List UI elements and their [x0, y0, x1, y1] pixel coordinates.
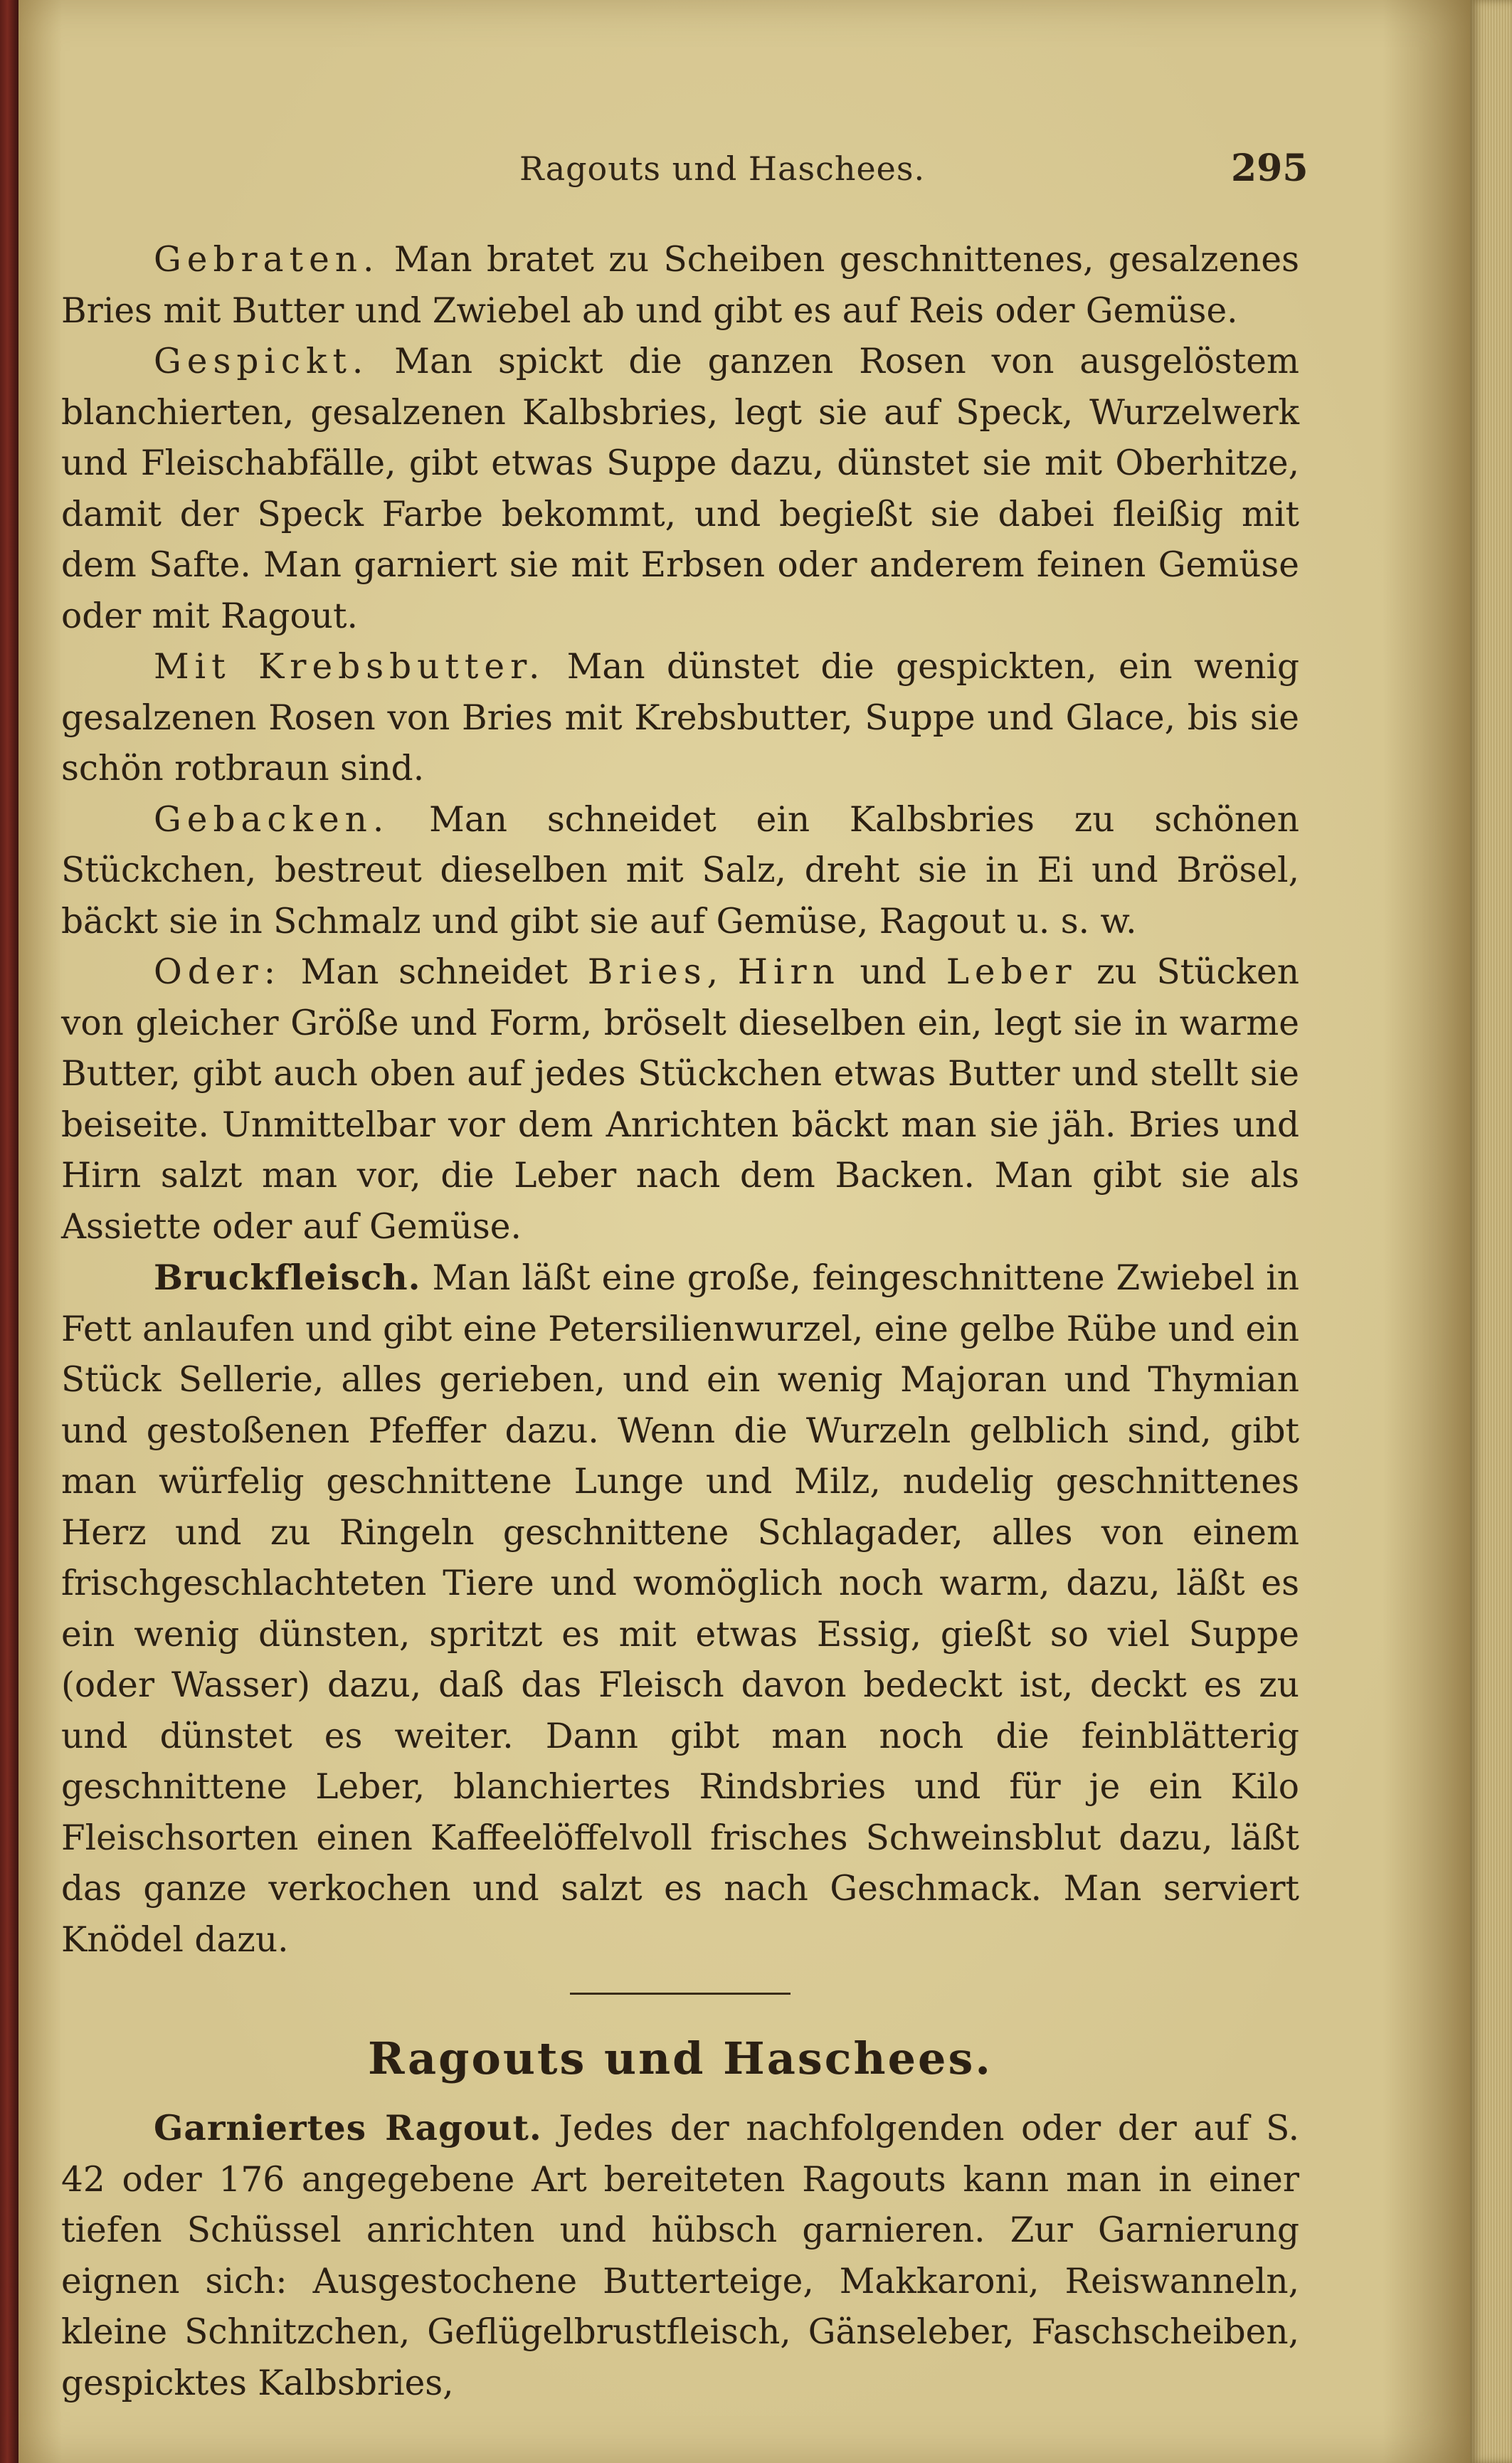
body-text	[61, 235, 1299, 2409]
paragraph-lead: Mit Krebsbutter.	[154, 647, 546, 687]
paragraph-lead: Gebraten.	[154, 240, 380, 280]
paragraph-gespickt	[61, 337, 1299, 642]
paragraph-krebsbutter	[61, 642, 1299, 795]
page-number: 295	[1231, 147, 1309, 190]
paragraph-text: Jedes der nachfolgenden oder der auf S. 42 oder 176 angegebene Art bereiteten Ragouts kann man in einer tiefen Schüssel anrichten und hübsch garnieren. Zur Garnierung eignen sich: Ausgestochene Butterteige, Makkaroni, Reiswanneln, kleine Schnitzchen, Geflügelbrustfleisch, Gänseleber, Faschscheiben, gespicktes Kalbsbries,	[61, 2109, 1299, 2403]
paragraph-oder	[61, 947, 1299, 1252]
paragraph-gebraten	[61, 235, 1299, 337]
paragraph-lead: Gebacken.	[154, 799, 390, 840]
paragraph-text: Man dünstet die gespickten, ein wenig gesalzenen Rosen von Bries mit Krebsbutter, Suppe und Glace, bis sie schön rotbraun sind.	[61, 647, 1299, 789]
section-divider	[570, 1993, 791, 1995]
paragraph-lead: Gespickt.	[154, 342, 369, 381]
paragraph-garniertes-ragout	[61, 2103, 1299, 2409]
term-hirn: Hirn	[737, 952, 840, 992]
paragraph-lead: Oder:	[154, 952, 282, 992]
paragraph-bruckfleisch	[61, 1252, 1299, 1966]
term-bries: Bries	[587, 952, 707, 992]
paragraph-text: Man schneidet	[281, 952, 588, 992]
recipe-title: Garniertes Ragout.	[154, 2108, 542, 2148]
section-heading: Ragouts und Haschees.	[368, 2032, 993, 2084]
book-binding	[0, 0, 18, 2463]
paragraph-text: Man spickt die ganzen Rosen von ausgelöstem blanchierten, gesalzenen Kalbsbries, legt sie auf Speck, Wurzelwerk und Fleischabfälle, gibt etwas Suppe dazu, dünstet sie mit Oberhitze, damit der Speck Farbe bekommt, und begießt sie dabei fleißig mit dem Safte. Man garniert sie mit Erbsen oder anderem feinen Gemüse oder mit Ragout.	[61, 342, 1299, 636]
term-leber: Leber	[946, 952, 1077, 992]
paragraph-text: ,	[707, 952, 738, 992]
recipe-title: Bruckfleisch.	[154, 1257, 421, 1298]
paragraph-gebacken	[61, 795, 1299, 948]
running-head: Ragouts und Haschees.	[519, 149, 926, 188]
page-edges	[1470, 0, 1512, 2463]
paragraph-text: Man schneidet ein Kalbsbries zu schönen Stückchen, bestreut dieselben mit Salz, dreht sie in Ei und Brösel, bäckt sie in Schmalz und gibt sie auf Gemüse, Ragout u. s. w.	[61, 799, 1299, 942]
paragraph-text: zu Stücken von gleicher Größe und Form, bröselt dieselben ein, legt sie in warme Butter, gibt auch oben auf jedes Stückchen etwas Butter und stellt sie beiseite. Unmittelbar vor dem Anrichten bäckt man sie jäh. Bries und Hirn salzt man vor, die Leber nach dem Backen. Man gibt sie als Assiette oder auf Gemüse.	[61, 952, 1299, 1247]
paragraph-text: Man bratet zu Scheiben geschnittenes, gesalzenes Bries mit Butter und Zwiebel ab und gibt es auf Reis oder Gemüse.	[61, 240, 1299, 331]
paragraph-text: Man läßt eine große, feingeschnittene Zwiebel in Fett anlaufen und gibt eine Petersilienwurzel, eine gelbe Rübe und ein Stück Sellerie, alles gerieben, und ein wenig Majoran und Thymian und gestoßenen Pfeffer dazu. Wenn die Wurzeln gelblich sind, gibt man würfelig geschnittene Lunge und Milz, nudelig geschnittenes Herz und zu Ringeln geschnittene Schlagader, alles von einem frischgeschlachteten Tiere und womöglich noch warm, dazu, läßt es ein wenig dünsten, spritzt es mit etwas Essig, gießt so viel Suppe (oder Wasser) dazu, daß das Fleisch davon bedeckt ist, deckt es zu und dünstet es weiter. Dann gibt man noch die feinblätterig geschnittene Leber, blanchiertes Rindsbries und für je ein Kilo Fleischsorten einen Kaffeelöffelvoll frisches Schweinsblut dazu, läßt das ganze verkochen und salzt es nach Geschmack. Man serviert Knödel dazu.	[61, 1258, 1299, 1960]
paragraph-text: und	[840, 952, 946, 992]
